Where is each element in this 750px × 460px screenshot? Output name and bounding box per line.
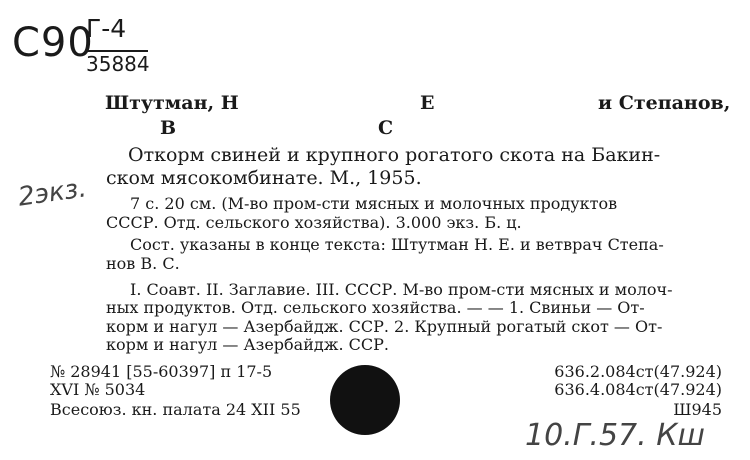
call-number-main: С90 [12,20,94,66]
imprint-line-2: СССР. Отд. сельского хозяйства). 3.000 экз. Б. ц. [106,213,522,232]
coauthor: и Степанов, [598,92,731,114]
footer-udc-2: 636.4.084ст(47.924) [554,380,722,399]
footer-chamber: Всесоюз. кн. палата 24 XII 55 [50,400,301,419]
footer-udc-1: 636.2.084ст(47.924) [554,362,722,381]
footer-accession: № 28941 [55-60397] п 17-5 [50,362,273,381]
footer-series: XVI № 5034 [50,380,146,399]
title-line-2: ском мясокомбинате. М., 1955. [106,167,422,189]
note-line-2: нов В. С. [106,254,180,273]
call-number-top: Г-4 [86,14,127,43]
author-surname: Штутман, Н [105,92,239,114]
tracings-line-1: I. Соавт. II. Заглавие. III. СССР. М-во пром-сти мясных и молоч- [130,280,673,299]
author-initial-v: В [160,117,177,139]
tracings-line-4: корм и нагул — Азербайдж. ССР. [106,335,389,354]
footer-code: Ш945 [673,400,722,419]
tracings-line-3: корм и нагул — Азербайдж. ССР. 2. Крупный рогатый скот — От- [106,317,663,336]
handwritten-bottom-note: 10.Г.57. Кш [525,418,705,453]
punch-hole [330,365,400,435]
title-line-1: Откорм свиней и крупного рогатого скота на Бакин- [128,144,661,166]
author-initial-s: С [378,117,394,139]
imprint-line-1: 7 с. 20 см. (М-во пром-сти мясных и молочных продуктов [130,194,618,213]
tracings-line-2: ных продуктов. Отд. сельского хозяйства. — — 1. Свиньи — От- [106,298,645,317]
handwritten-margin-note: 2экз. [16,173,89,213]
author-initial-e: Е [420,92,435,114]
call-number-bottom: 35884 [86,52,150,76]
note-line-1: Сост. указаны в конце текста: Штутман Н. Е. и ветврач Степа- [130,235,664,254]
